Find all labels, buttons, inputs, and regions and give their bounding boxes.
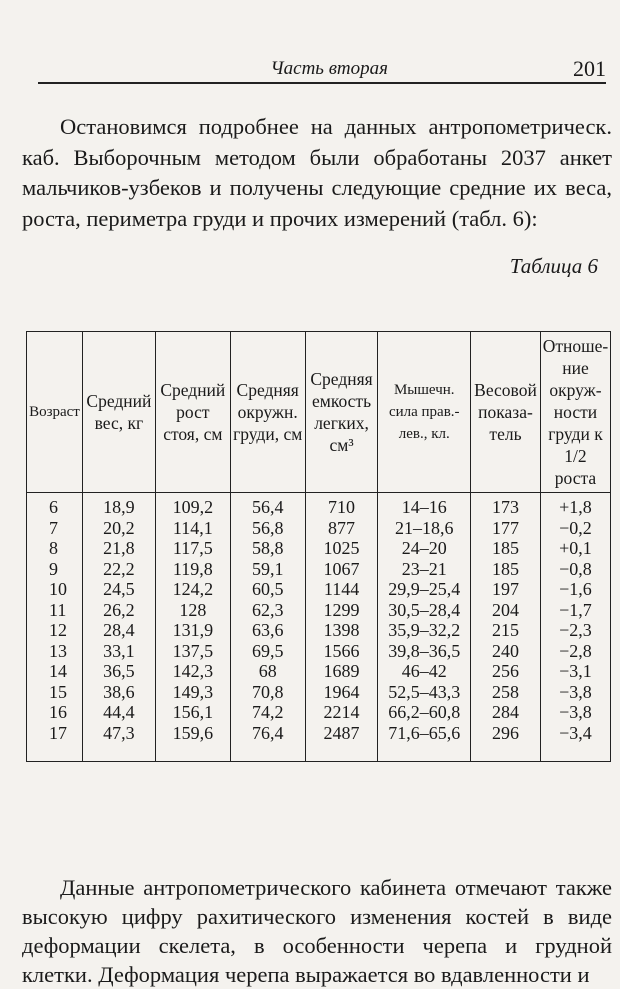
table-cell: −3,8	[540, 682, 610, 703]
table-cell: 28,4	[82, 620, 155, 641]
table-cell: 38,6	[82, 682, 155, 703]
table-cell: −0,8	[540, 559, 610, 580]
table-cell: 1299	[305, 600, 378, 621]
table-cell: 117,5	[155, 538, 230, 559]
table-row	[27, 518, 611, 539]
table-cell: 24,5	[82, 579, 155, 600]
header-height: Средний рост стоя, см	[155, 332, 230, 493]
table-row	[27, 620, 611, 641]
table-cell: 14–16	[378, 493, 471, 518]
table-cell: 256	[471, 661, 541, 682]
table-cell: 131,9	[155, 620, 230, 641]
table-cell: 284	[471, 702, 541, 723]
table-cell: 124,2	[155, 579, 230, 600]
table-caption: Таблица 6	[509, 254, 598, 278]
table-cell: 1398	[305, 620, 378, 641]
table-cell: 8	[27, 538, 83, 559]
table-cell: −2,8	[540, 641, 610, 662]
table-row	[27, 600, 611, 621]
table-cell: 6	[27, 493, 83, 518]
table-cell: 177	[471, 518, 541, 539]
table-cell: 59,1	[230, 559, 305, 580]
table-cell: 47,3	[82, 723, 155, 762]
table-cell: −1,6	[540, 579, 610, 600]
table-cell: 14	[27, 661, 83, 682]
running-header	[38, 56, 606, 84]
table-cell: +1,8	[540, 493, 610, 518]
table-cell: 114,1	[155, 518, 230, 539]
table-cell: 44,4	[82, 702, 155, 723]
table-cell: 109,2	[155, 493, 230, 518]
table-cell: 33,1	[82, 641, 155, 662]
table-cell: 1964	[305, 682, 378, 703]
table-cell: 24–20	[378, 538, 471, 559]
table-cell: +0,1	[540, 538, 610, 559]
table-cell: 62,3	[230, 600, 305, 621]
table-cell: −3,8	[540, 702, 610, 723]
table-cell: 877	[305, 518, 378, 539]
table-cell: 1067	[305, 559, 378, 580]
table-cell: 70,8	[230, 682, 305, 703]
table-row	[27, 493, 611, 518]
table-row	[27, 702, 611, 723]
table-cell: 159,6	[155, 723, 230, 762]
table-cell: 258	[471, 682, 541, 703]
table-row	[27, 641, 611, 662]
page-number: 201	[573, 56, 606, 81]
table-header-row	[27, 332, 611, 493]
header-weight-index: Весовой показа-тель	[471, 332, 541, 493]
table-cell: 39,8–36,5	[378, 641, 471, 662]
header-weight: Средний вес, кг	[82, 332, 155, 493]
table-cell: 710	[305, 493, 378, 518]
table-cell: 35,9–32,2	[378, 620, 471, 641]
table-cell: 66,2–60,8	[378, 702, 471, 723]
table-cell: 22,2	[82, 559, 155, 580]
running-title: Часть вторая	[270, 58, 388, 79]
table-cell: 1689	[305, 661, 378, 682]
table-cell: 29,9–25,4	[378, 579, 471, 600]
body-paragraph-1: Остановимся подробнее на данных антропометрическ. каб. Выборочным методом были обработаны 2037 анкет мальчиков-узбеков и получены следующие средние их веса, роста, периметра груди и прочих измерений (табл. 6):	[22, 114, 612, 231]
table-cell: 119,8	[155, 559, 230, 580]
header-muscle-strength: Мышечн. сила прав.-лев., кл.	[378, 332, 471, 493]
table-row	[27, 579, 611, 600]
table-cell: 52,5–43,3	[378, 682, 471, 703]
table-row	[27, 559, 611, 580]
table-cell: 68	[230, 661, 305, 682]
table-cell: 7	[27, 518, 83, 539]
table-cell: 2214	[305, 702, 378, 723]
table-cell: −0,2	[540, 518, 610, 539]
table-cell: 12	[27, 620, 83, 641]
table-cell: 1025	[305, 538, 378, 559]
table-cell: 240	[471, 641, 541, 662]
table-cell: −2,3	[540, 620, 610, 641]
table-row	[27, 682, 611, 703]
table-cell: 1144	[305, 579, 378, 600]
table-cell: 128	[155, 600, 230, 621]
table-cell: 197	[471, 579, 541, 600]
table-cell: 20,2	[82, 518, 155, 539]
table-row	[27, 661, 611, 682]
body-paragraph-2: Данные антропометрического кабинета отмечают также высокую цифру рахитического изменения костей в виде деформации скелета, в особенности черепа и грудной клетки. Деформация черепа выражается во вдавленности и	[22, 875, 612, 987]
table-cell: 21–18,6	[378, 518, 471, 539]
table-cell: 17	[27, 723, 83, 762]
table-cell: 60,5	[230, 579, 305, 600]
anthropometric-table	[26, 331, 611, 762]
table-cell: 63,6	[230, 620, 305, 641]
table-cell: 1566	[305, 641, 378, 662]
table-cell: 36,5	[82, 661, 155, 682]
table-cell: 23–21	[378, 559, 471, 580]
table-cell: 74,2	[230, 702, 305, 723]
header-chest-ratio: Отноше-ние окруж-ности груди к 1/2 роста	[540, 332, 610, 493]
table-cell: 215	[471, 620, 541, 641]
table-row	[27, 538, 611, 559]
table-cell: −1,7	[540, 600, 610, 621]
table-cell: 185	[471, 559, 541, 580]
table-cell: 142,3	[155, 661, 230, 682]
table-cell: 26,2	[82, 600, 155, 621]
table-cell: 71,6–65,6	[378, 723, 471, 762]
table-cell: 56,8	[230, 518, 305, 539]
table-cell: 56,4	[230, 493, 305, 518]
table-cell: 11	[27, 600, 83, 621]
table-cell: 58,8	[230, 538, 305, 559]
table-cell: 30,5–28,4	[378, 600, 471, 621]
table-cell: −3,4	[540, 723, 610, 762]
header-age: Возраст	[27, 332, 83, 493]
header-chest: Средняя окружн. груди, см	[230, 332, 305, 493]
table-cell: 296	[471, 723, 541, 762]
table-cell: 18,9	[82, 493, 155, 518]
table-cell: 9	[27, 559, 83, 580]
table-cell: 185	[471, 538, 541, 559]
table-cell: 10	[27, 579, 83, 600]
table-cell: 149,3	[155, 682, 230, 703]
table-cell: 15	[27, 682, 83, 703]
table-cell: 137,5	[155, 641, 230, 662]
table-cell: 16	[27, 702, 83, 723]
table-cell: 173	[471, 493, 541, 518]
table-cell: 156,1	[155, 702, 230, 723]
table-cell: 46–42	[378, 661, 471, 682]
table-cell: −3,1	[540, 661, 610, 682]
table-cell: 76,4	[230, 723, 305, 762]
table-cell: 21,8	[82, 538, 155, 559]
table-row	[27, 723, 611, 762]
header-lung-capacity: Средняя емкость легких, см³	[305, 332, 378, 493]
table-cell: 13	[27, 641, 83, 662]
table-cell: 204	[471, 600, 541, 621]
table-cell: 2487	[305, 723, 378, 762]
table-cell: 69,5	[230, 641, 305, 662]
